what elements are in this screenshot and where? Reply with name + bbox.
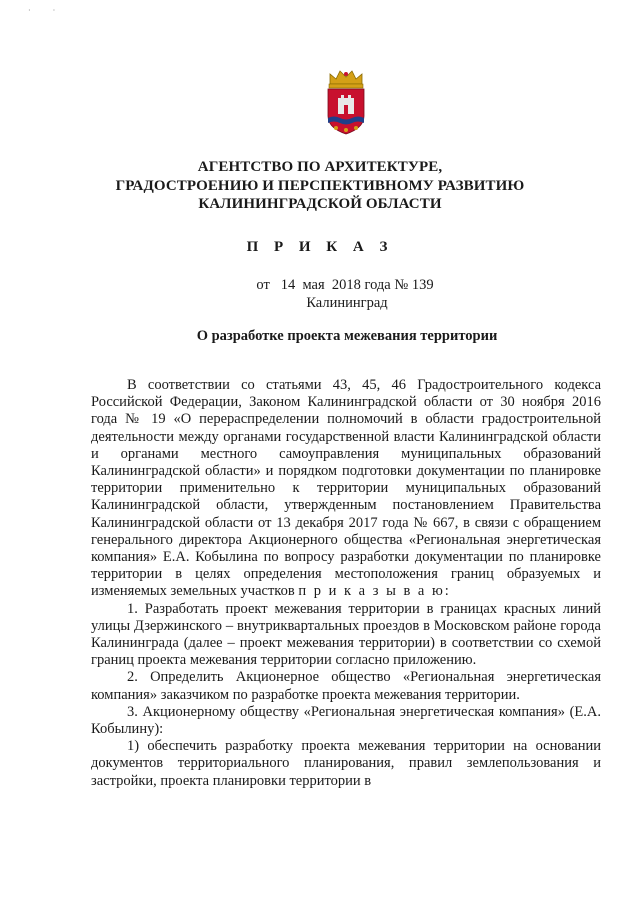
- scan-specks: · ·: [28, 6, 56, 15]
- order-word: п р и к а з ы в а ю:: [298, 583, 451, 600]
- agency-name: [100, 158, 540, 214]
- order-subject: О разработке проекта межевания территории: [196, 328, 498, 344]
- paragraph-subitem-1: 1) обеспечить разработку проекта межевания территории на основании документов территориального планирования, правил землепользования и застройки, проекта планировки территории в: [91, 738, 601, 789]
- preamble-text: В соответствии со статьями 43, 45, 46 Градостроительного кодекса Российской Федерации, Законом Калининградской области от 30 ноября 2016 года № 19 «О перераспределении полномочий в области градостроительной деятельности между органами государственной власти Калининградской области и органами местного самоуправления муниципальных образований Калининградской области» и порядком подготовки документации по планировке территории применительно к территории муниципальных образований Калининградской области, утвержденным постановлением Правительства Калининградской области от 13 декабря 2017 года № 667, в связи с обращением генерального директора Акционерного общества «Региональная энергетическая компания» Е.А. Кобылина по вопросу разработки документации по планировке территории в целях определения местоположения границ образуемых и изменяемых земельных участков: [91, 377, 601, 600]
- order-body: [91, 377, 601, 790]
- kaliningrad-region-coat-of-arms-icon: [322, 68, 370, 136]
- paragraph-item-2: 2. Определить Акционерное общество «Региональная энергетическая компания» заказчиком по разработке проекта межевания территории.: [91, 669, 601, 703]
- paragraph-item-3: 3. Акционерному обществу «Региональная энергетическая компания» (Е.А. Кобылину):: [91, 703, 601, 738]
- paragraph-preamble: [91, 377, 601, 601]
- order-city: Калининград: [306, 295, 388, 311]
- order-date-number: от 14 мая 2018 года № 139: [256, 277, 434, 293]
- order-title: П Р И К А З: [246, 239, 394, 255]
- agency-line-1: АГЕНТСТВО ПО АРХИТЕКТУРЕ,: [197, 159, 443, 175]
- paragraph-item-1: 1. Разработать проект межевания территории в границах красных линий улицы Дзержинского – внутриквартальных проездов в Московском районе города Калининграда (далее – проект межевания территории) в соответствии со схемой границ проекта межевания территории согласно приложению.: [91, 600, 601, 669]
- agency-line-2: ГРАДОСТРОЕНИЮ И ПЕРСПЕКТИВНОМУ РАЗВИТИЮ: [115, 177, 525, 194]
- agency-line-3: КАЛИНИНГРАДСКОЙ ОБЛАСТИ: [198, 196, 442, 212]
